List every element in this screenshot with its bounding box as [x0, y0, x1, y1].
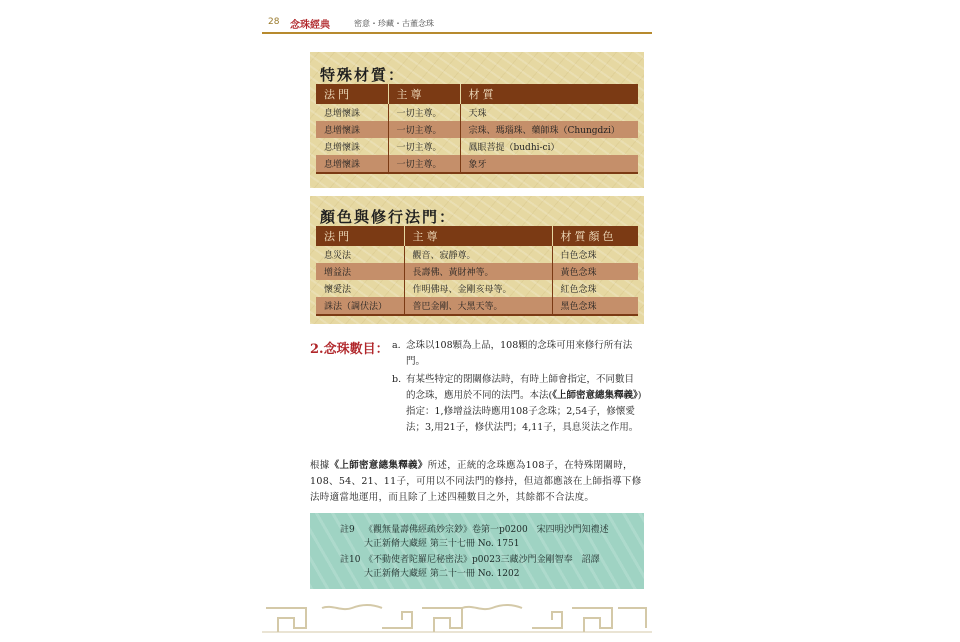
table-cell: 宗珠、瑪瑙珠、藥師珠（Chungdzi）	[460, 121, 638, 138]
table-cell: 息增懷誅	[316, 155, 388, 173]
table-cell: 象牙	[460, 155, 638, 173]
paragraph-prefix: 根據	[310, 460, 330, 471]
column-header: 法門	[316, 84, 388, 104]
table-cell: 白色念珠	[560, 251, 597, 261]
table-cell: 一切主尊。	[388, 155, 460, 173]
footnote	[340, 523, 609, 551]
item-label: b.	[392, 374, 402, 385]
table-cell: 長壽佛、黃財神等。	[404, 263, 552, 280]
item-text-part: )指定：1,修增益法時應用108子念珠；2,54子，修懷愛法；3,用21子，修伏法門；4,11子，具息災法之作用。	[406, 390, 642, 433]
table-cell: 一切主尊。	[388, 104, 460, 121]
table-row	[316, 121, 638, 138]
table-cell: 觀音、寂靜尊。	[404, 246, 552, 263]
table-cell: 黑色念珠	[552, 297, 638, 315]
table-row	[316, 246, 638, 263]
table-cell: 一切主尊。	[388, 121, 460, 138]
section-heading: 2.念珠數目：	[310, 342, 389, 357]
book-reference: 《上師密意總集釋義》	[552, 390, 638, 401]
footnote-line: 大正新脩大藏經 第三十七冊 No. 1751	[364, 539, 520, 549]
page-header	[262, 14, 652, 34]
table-row	[316, 104, 638, 121]
footnote-line: 大正新脩大藏經 第二十一冊 No. 1202	[364, 569, 520, 579]
table-cell: 增益法	[316, 263, 404, 280]
table-cell: 懷愛法	[316, 280, 404, 297]
colors-practices-panel	[310, 196, 644, 324]
item-text	[406, 372, 642, 436]
item-text-part: 有某些特定的閉關修法時，有時上師會指定，不同數目的念珠，應用於不同的法門。本法(	[406, 374, 635, 401]
footnote	[340, 553, 600, 581]
table-cell: 鳳眼菩提（budhi-ci）	[468, 143, 560, 153]
table-row	[316, 138, 638, 155]
footnotes-box	[310, 513, 644, 589]
book-title: 念珠經典	[290, 20, 330, 31]
materials-table	[316, 84, 638, 174]
item-label: a.	[392, 340, 401, 351]
footnote-tag: 註9	[340, 525, 355, 535]
panel-title: 顏色與修行法門：	[320, 208, 457, 226]
page-number: 28	[268, 17, 280, 27]
book-subtitle: 密意・珍藏・古董念珠	[354, 19, 434, 28]
table-cell: 息災法	[316, 246, 404, 263]
table-cell: 息增懷誅	[316, 121, 388, 138]
table-cell: 一切主尊。	[388, 138, 460, 155]
paragraph-text: 所述，正統的念珠應為108子，在特殊閉關時，108、54、21、11子，可用以不同法門的修持，但這都應該在上師指導下修法時適當地運用，而且除了上述四種數目之外，其餘都不合法度。	[310, 460, 642, 503]
table-cell: 普巴金剛、大黑天等。	[404, 297, 552, 315]
table-cell: 誅法（調伏法）	[316, 297, 404, 315]
footnote-tag: 註10	[340, 555, 361, 565]
table-row	[316, 263, 638, 280]
table-row	[316, 280, 638, 297]
table-row	[316, 155, 638, 173]
table-cell: 作明佛母、金剛亥母等。	[404, 280, 552, 297]
colors-table	[316, 226, 638, 316]
table-cell: 息增懷誅	[316, 104, 388, 121]
table-cell: 天珠	[468, 109, 487, 119]
table-cell: 紅色念珠	[560, 285, 597, 295]
column-header: 主尊	[404, 226, 552, 246]
table-row	[316, 297, 638, 315]
body-paragraph	[310, 458, 644, 506]
footer-ornament	[262, 600, 652, 636]
item-text: 念珠以108顆為上品，108顆的念珠可用來修行所有法門。	[406, 340, 633, 367]
book-reference: 《上師密意總集釋義》	[329, 460, 428, 471]
table-header-row	[316, 84, 638, 104]
column-header: 主尊	[388, 84, 460, 104]
table-cell: 黃色念珠	[552, 263, 638, 280]
table-cell: 息增懷誅	[316, 138, 388, 155]
special-materials-panel	[310, 52, 644, 188]
column-header: 材質	[460, 84, 638, 104]
table-header-row	[316, 226, 638, 246]
header-rule	[262, 32, 652, 34]
footnote-line: 《觀無量壽佛經疏妙宗鈔》卷第一p0200 宋四明沙門知禮述	[364, 525, 609, 535]
column-header: 法門	[316, 226, 404, 246]
panel-title: 特殊材質：	[320, 66, 406, 84]
footnote-line: 《不動使者陀羅尼秘密法》p0023三藏沙門金剛智奉 詔譯	[364, 555, 600, 565]
column-header: 材質顏色	[552, 226, 638, 246]
